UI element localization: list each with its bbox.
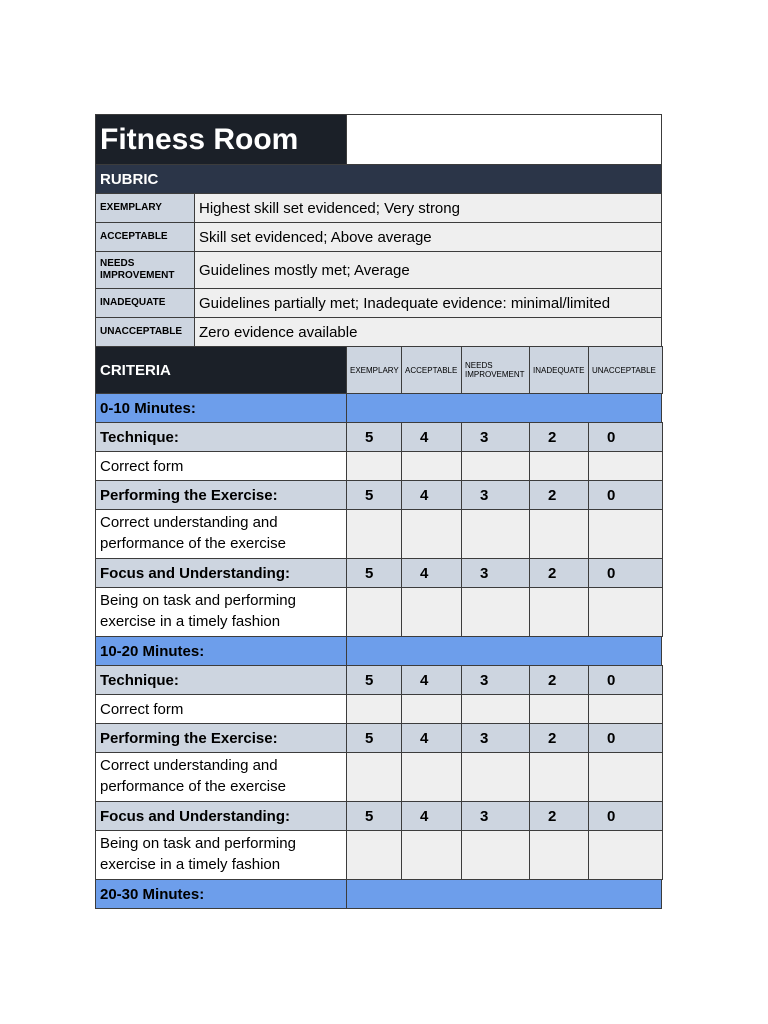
score-entry-cell[interactable] — [346, 587, 402, 637]
criterion-description: Correct understanding and performance of the exercise — [95, 509, 347, 559]
rubric-level-description: Zero evidence available — [194, 317, 662, 347]
rubric-level-label: ACCEPTABLE — [95, 222, 195, 252]
criterion-name: Technique: — [95, 665, 347, 695]
rubric-heading: RUBRIC — [95, 164, 662, 194]
score-entry-cell[interactable] — [461, 587, 530, 637]
score-cell[interactable]: 4 — [401, 801, 462, 831]
rubric-level-description: Skill set evidenced; Above average — [194, 222, 662, 252]
criterion-description: Correct form — [95, 451, 347, 481]
score-entry-cell[interactable] — [346, 752, 402, 802]
rubric-level-description: Guidelines partially met; Inadequate evidence: minimal/limited — [194, 288, 662, 318]
score-entry-cell[interactable] — [529, 694, 589, 724]
score-cell[interactable]: 2 — [529, 422, 589, 452]
criteria-column-header: UNACCEPTABLE — [588, 346, 663, 394]
score-entry-cell[interactable] — [346, 694, 402, 724]
score-entry-cell[interactable] — [401, 587, 462, 637]
score-entry-cell[interactable] — [401, 830, 462, 880]
score-entry-cell[interactable] — [588, 830, 663, 880]
score-entry-cell[interactable] — [588, 752, 663, 802]
score-entry-cell[interactable] — [529, 509, 589, 559]
criterion-name: Focus and Understanding: — [95, 801, 347, 831]
score-entry-cell[interactable] — [346, 509, 402, 559]
criterion-name: Technique: — [95, 422, 347, 452]
score-cell[interactable]: 4 — [401, 665, 462, 695]
score-entry-cell[interactable] — [461, 451, 530, 481]
criteria-column-header: ACCEPTABLE — [401, 346, 462, 394]
score-cell[interactable]: 5 — [346, 422, 402, 452]
section-label: 10-20 Minutes: — [95, 636, 347, 666]
score-entry-cell[interactable] — [529, 587, 589, 637]
rubric-level-label: INADEQUATE — [95, 288, 195, 318]
score-entry-cell[interactable] — [401, 451, 462, 481]
score-entry-cell[interactable] — [588, 509, 663, 559]
score-entry-cell[interactable] — [461, 509, 530, 559]
score-cell[interactable]: 5 — [346, 558, 402, 588]
score-entry-cell[interactable] — [461, 694, 530, 724]
score-cell[interactable]: 5 — [346, 723, 402, 753]
score-entry-cell[interactable] — [401, 509, 462, 559]
score-cell[interactable]: 2 — [529, 665, 589, 695]
score-cell[interactable]: 4 — [401, 723, 462, 753]
rubric-level-description: Highest skill set evidenced; Very strong — [194, 193, 662, 223]
score-entry-cell[interactable] — [529, 752, 589, 802]
section-label: 0-10 Minutes: — [95, 393, 347, 423]
score-cell[interactable]: 2 — [529, 723, 589, 753]
score-cell[interactable]: 3 — [461, 422, 530, 452]
score-entry-cell[interactable] — [346, 830, 402, 880]
criterion-description: Being on task and performing exercise in a timely fashion — [95, 830, 347, 880]
score-cell[interactable]: 4 — [401, 558, 462, 588]
rubric-level-label: UNACCEPTABLE — [95, 317, 195, 347]
score-entry-cell[interactable] — [529, 451, 589, 481]
score-cell[interactable]: 5 — [346, 480, 402, 510]
score-entry-cell[interactable] — [529, 830, 589, 880]
score-cell[interactable]: 0 — [588, 558, 663, 588]
score-entry-cell[interactable] — [588, 694, 663, 724]
criterion-name: Performing the Exercise: — [95, 480, 347, 510]
score-entry-cell[interactable] — [588, 451, 663, 481]
score-cell[interactable]: 3 — [461, 665, 530, 695]
section-band — [346, 393, 662, 423]
score-cell[interactable]: 3 — [461, 723, 530, 753]
score-cell[interactable]: 0 — [588, 723, 663, 753]
score-entry-cell[interactable] — [461, 830, 530, 880]
score-cell[interactable]: 0 — [588, 422, 663, 452]
criterion-description: Correct understanding and performance of the exercise — [95, 752, 347, 802]
rubric-level-description: Guidelines mostly met; Average — [194, 251, 662, 289]
score-cell[interactable]: 5 — [346, 665, 402, 695]
score-cell[interactable]: 0 — [588, 801, 663, 831]
score-cell[interactable]: 4 — [401, 422, 462, 452]
score-cell[interactable]: 2 — [529, 480, 589, 510]
score-entry-cell[interactable] — [401, 694, 462, 724]
score-cell[interactable]: 3 — [461, 558, 530, 588]
criterion-name: Focus and Understanding: — [95, 558, 347, 588]
rubric-level-label: EXEMPLARY — [95, 193, 195, 223]
rubric-level-label: NEEDS IMPROVEMENT — [95, 251, 195, 289]
criteria-column-header: NEEDS IMPROVEMENT — [461, 346, 530, 394]
score-cell[interactable]: 5 — [346, 801, 402, 831]
score-cell[interactable]: 4 — [401, 480, 462, 510]
page-title: Fitness Room — [95, 114, 347, 165]
title-blank-cell[interactable] — [346, 114, 662, 165]
score-cell[interactable]: 3 — [461, 480, 530, 510]
section-band — [346, 636, 662, 666]
score-cell[interactable]: 0 — [588, 665, 663, 695]
criteria-column-header: EXEMPLARY — [346, 346, 402, 394]
score-entry-cell[interactable] — [461, 752, 530, 802]
score-cell[interactable]: 0 — [588, 480, 663, 510]
criteria-column-header: INADEQUATE — [529, 346, 589, 394]
criteria-heading: CRITERIA — [95, 346, 347, 394]
score-entry-cell[interactable] — [401, 752, 462, 802]
score-cell[interactable]: 2 — [529, 558, 589, 588]
score-entry-cell[interactable] — [588, 587, 663, 637]
score-cell[interactable]: 2 — [529, 801, 589, 831]
criterion-description: Being on task and performing exercise in a timely fashion — [95, 587, 347, 637]
criterion-name: Performing the Exercise: — [95, 723, 347, 753]
score-cell[interactable]: 3 — [461, 801, 530, 831]
section-band — [346, 879, 662, 909]
section-label: 20-30 Minutes: — [95, 879, 347, 909]
criterion-description: Correct form — [95, 694, 347, 724]
score-entry-cell[interactable] — [346, 451, 402, 481]
